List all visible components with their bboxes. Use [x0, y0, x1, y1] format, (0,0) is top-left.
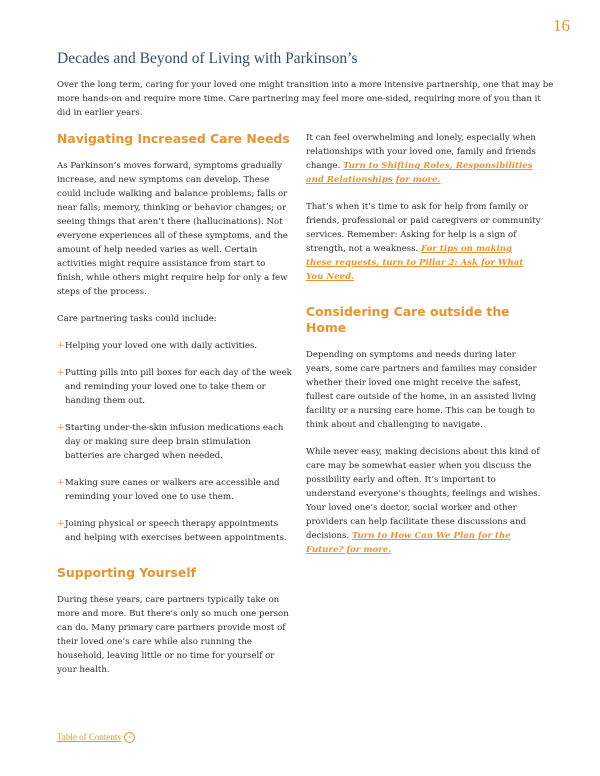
- plus-icon: +: [57, 519, 65, 529]
- list-item-text: Helping your loved one with daily activities.: [65, 341, 258, 351]
- heading-care-outside-home: Considering Care outside the Home: [306, 304, 510, 335]
- ask-for-help-paragraph: [306, 200, 541, 284]
- navigating-care-paragraph: As Parkinson’s moves forward, symptoms gradually increase, and new symptoms can develop. These could include walking and balance problems; falls or near falls; memory, thinking or behavior changes; or seeing things that aren’t there (hallucinations). Not everyone experiences all of these symptoms, and the amount of help needed varies as well. Certain activities might require assistance from start to finish, while others might require help for only a few steps of the process.: [57, 161, 288, 297]
- heading-supporting-yourself: Supporting Yourself: [57, 565, 196, 580]
- chevron-right-icon: ›: [124, 732, 135, 743]
- list-item: [57, 366, 292, 408]
- tasks-intro: Care partnering tasks could include:: [57, 314, 217, 324]
- heading-navigating-care: Navigating Increased Care Needs: [57, 131, 290, 146]
- list-item: [57, 517, 292, 545]
- left-column: [57, 131, 292, 690]
- list-item-text: Starting under-the-skin infusion medications each day or making sure deep brain stimulation batteries are charged when needed.: [65, 423, 284, 461]
- page-number: 16: [553, 16, 570, 35]
- toc-label: Table of Contents: [57, 732, 121, 742]
- overwhelming-text: It can feel overwhelming and lonely, especially when relationships with your loved one, family and friends change.: [306, 133, 536, 171]
- right-column: [306, 131, 541, 570]
- table-of-contents-link[interactable]: [57, 732, 135, 743]
- plus-icon: +: [57, 341, 65, 351]
- decisions-paragraph: [306, 445, 541, 557]
- plus-icon: +: [57, 423, 65, 433]
- list-item-text: Making sure canes or walkers are accessible and reminding your loved one to use them.: [65, 478, 280, 502]
- page-title: Decades and Beyond of Living with Parkinson’s: [57, 50, 358, 67]
- list-item: [57, 421, 292, 463]
- plus-icon: +: [57, 368, 65, 378]
- care-tasks-list: [57, 339, 292, 545]
- decisions-text: While never easy, making decisions about this kind of care may be somewhat easier when you discuss the possibility early and often. It’s important to understand everyone’s thoughts, feelings and wishes. Your loved one’s doctor, social worker and other providers can help facilitate these discussions and decisions.: [306, 447, 541, 541]
- list-item-text: Putting pills into pill boxes for each day of the week and reminding your loved one to take them or handing them out.: [65, 368, 292, 406]
- list-item: [57, 339, 292, 353]
- intro-paragraph: Over the long term, caring for your loved one might transition into a more intensive partnership, one that may be more hands-on and require more time. Care partnering may feel more one-sided, requiring more of you than it did in earlier years.: [57, 80, 554, 118]
- pillar-2-link[interactable]: For tips on making these requests, turn to Pillar 2: Ask for What You Need.: [306, 244, 524, 282]
- ask-for-help-text: That’s when it’s time to ask for help from family or friends, professional or paid caregivers or community services. Remember: Asking for help is a sign of strength, not a weakness.: [306, 202, 541, 254]
- plus-icon: +: [57, 478, 65, 488]
- plan-future-link[interactable]: Turn to How Can We Plan for the Future? for more.: [306, 531, 511, 555]
- list-item-text: Joining physical or speech therapy appointments and helping with exercises between appointments.: [65, 519, 287, 543]
- list-item: [57, 476, 292, 504]
- shifting-roles-link[interactable]: Turn to Shifting Roles, Responsibilities and Relationships for more.: [306, 161, 533, 185]
- care-outside-home-paragraph: Depending on symptoms and needs during later years, some care partners and families may consider whether their loved one might receive the safest, fullest care outside of the home, in an assisted living facility or a nursing care home. This can be tough to think about and challenging to navigate.: [306, 350, 537, 430]
- supporting-yourself-paragraph: During these years, care partners typically take on more and more. But there’s only so much one person can do. Many primary care partners provide most of their loved one’s care while also running the household, leaving little or no time for yourself or your health.: [57, 595, 289, 675]
- overwhelming-paragraph: [306, 131, 541, 187]
